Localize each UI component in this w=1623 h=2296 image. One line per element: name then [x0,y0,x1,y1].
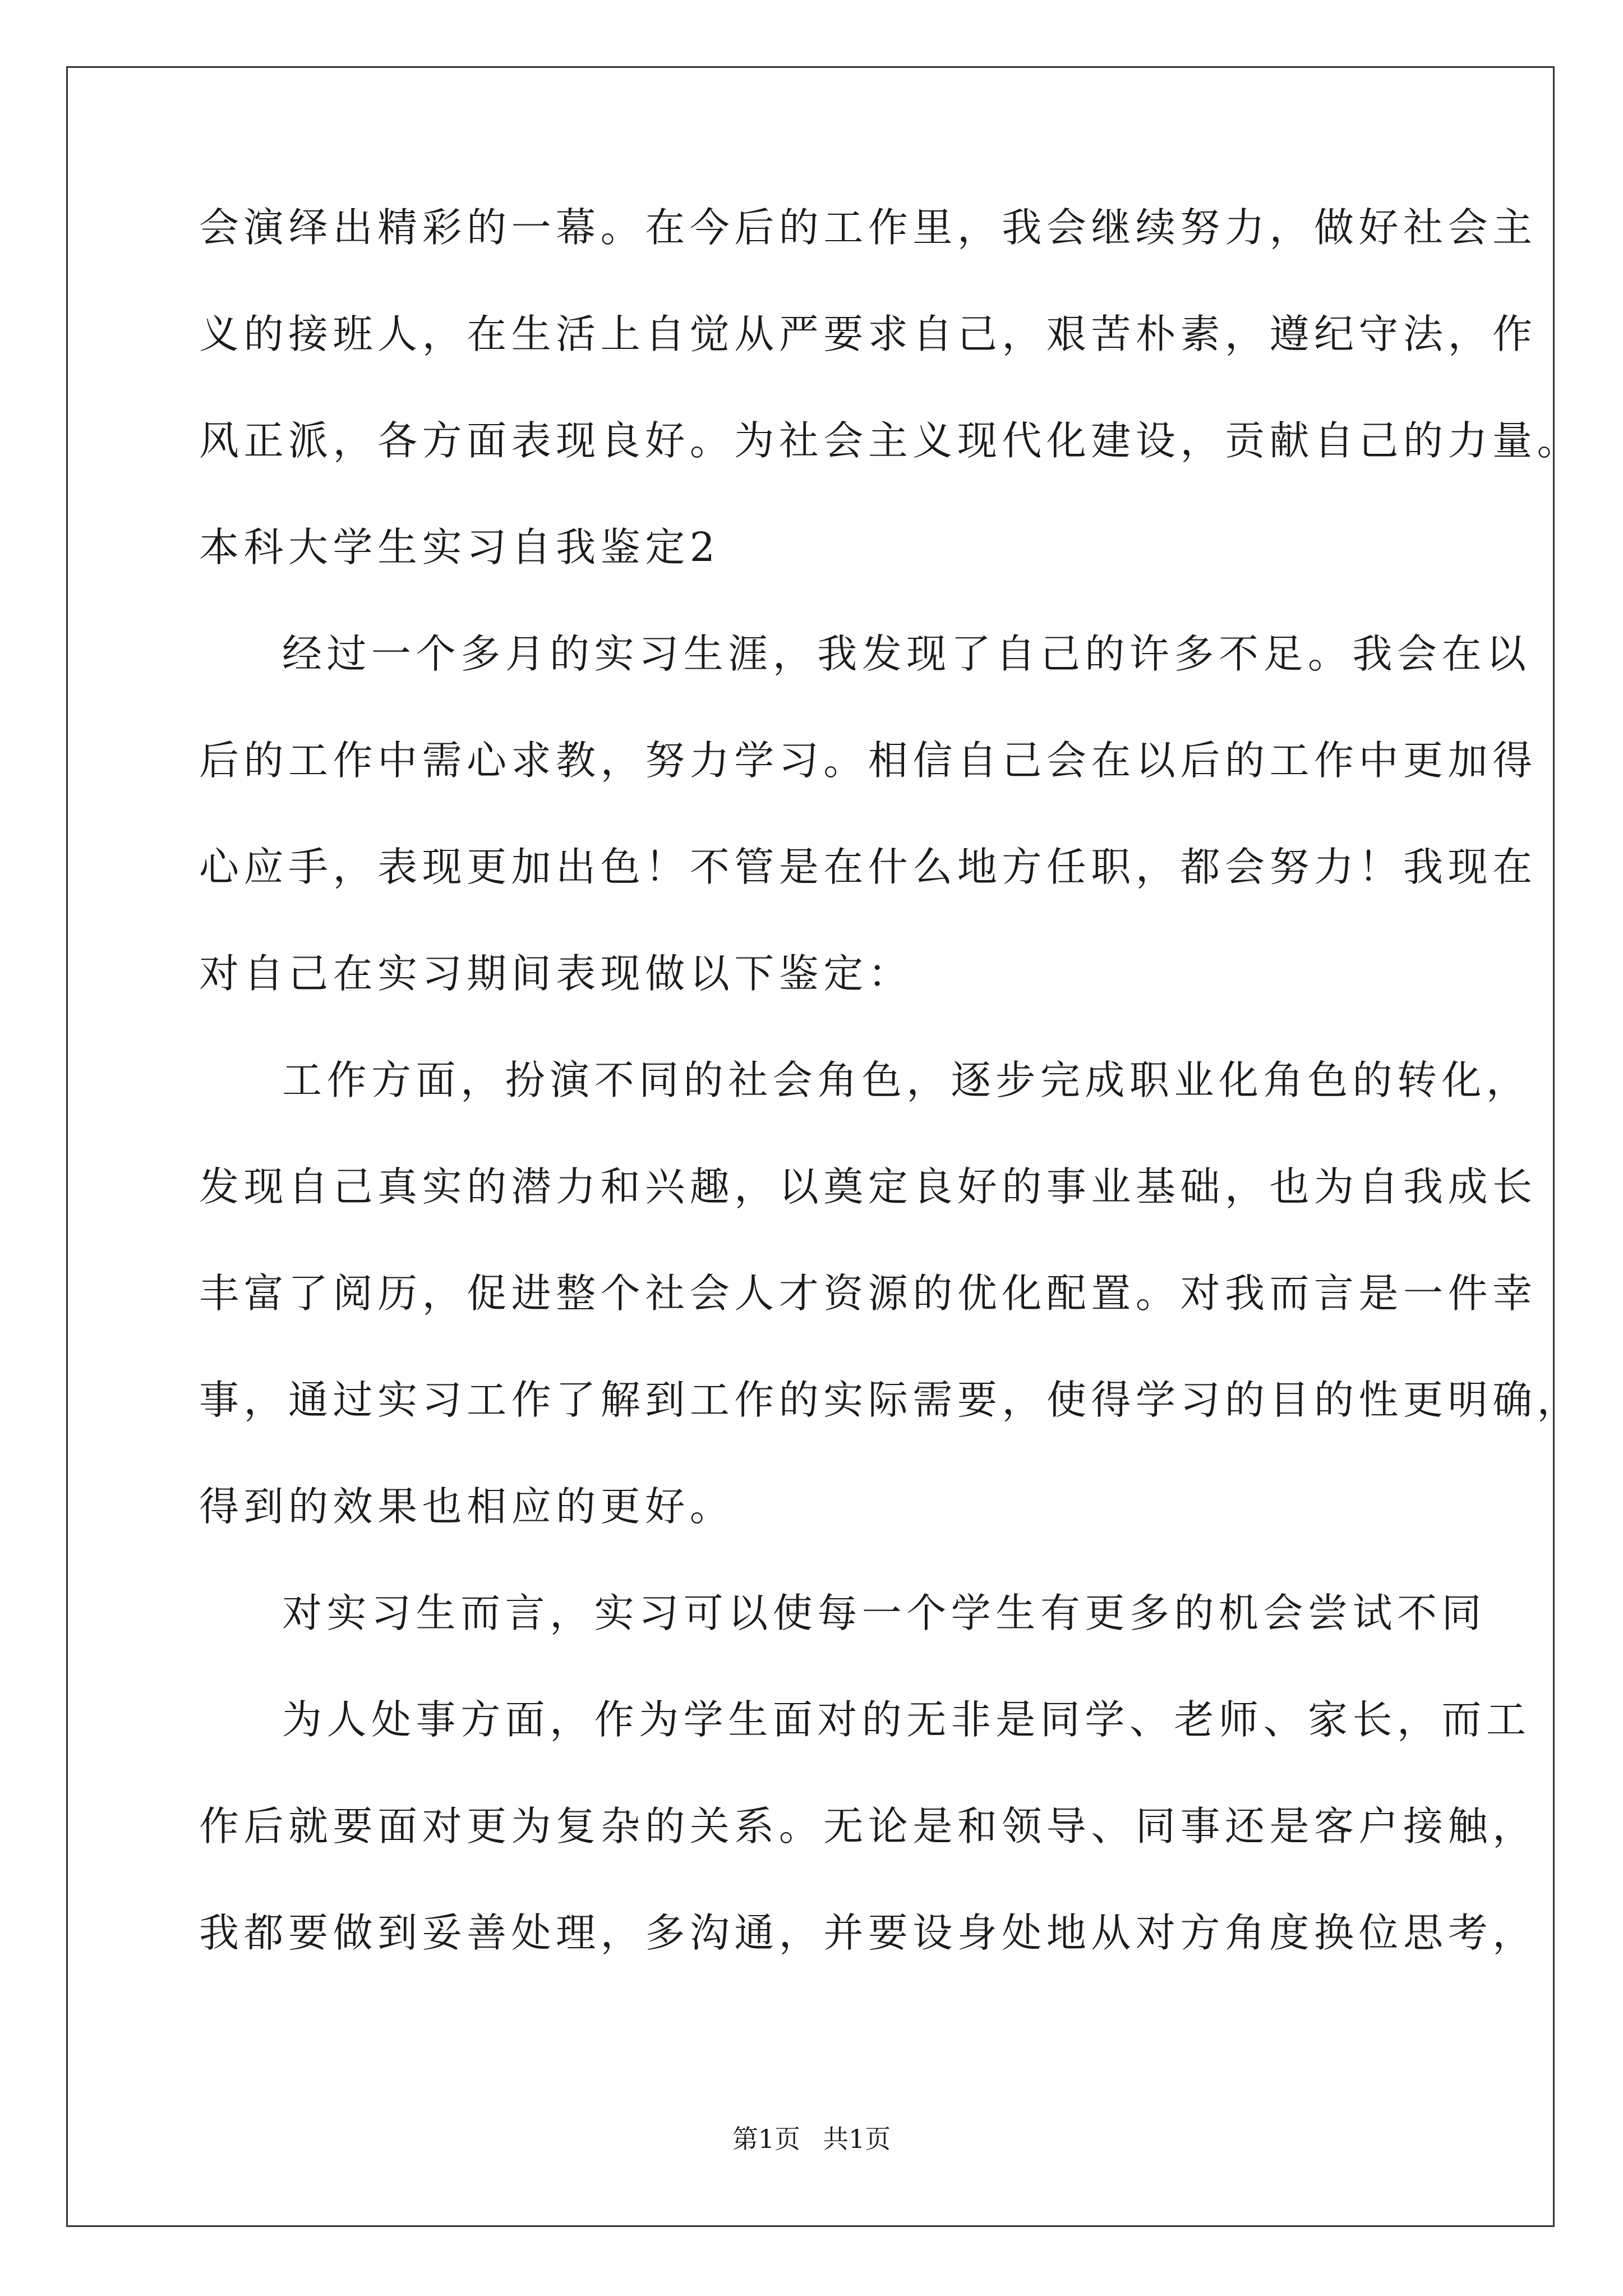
text-line: 对实习生而言，实习可以使每一个学生有更多的机会尝试不同 [282,1590,1487,1636]
text-line: 发现自己真实的潜力和兴趣，以奠定良好的事业基础，也为自我成长 [199,1163,1537,1210]
text-line: 丰富了阅历，促进整个社会人才资源的优化配置。对我而言是一件幸 [199,1270,1537,1317]
text-line: 义的接班人，在生活上自觉从严要求自己，艰苦朴素，遵纪守法，作 [199,311,1537,357]
text-line: 我都要做到妥善处理，多沟通，并要设身处地从对方角度换位思考， [199,1910,1537,1956]
page-footer [0,2126,1623,2152]
text-line: 经过一个多月的实习生涯，我发现了自己的许多不足。我会在以 [282,631,1531,677]
text-line: 风正派，各方面表现良好。为社会主义现代化建设，贡献自己的力量。 [199,417,1582,464]
page-number: 第1页 [732,2124,800,2154]
text-line: 后的工作中需心求教，努力学习。相信自己会在以后的工作中更加得 [199,737,1537,784]
text-line: 会演绎出精彩的一幕。在今后的工作里，我会继续努力，做好社会主 [199,204,1537,251]
text-line: 心应手，表现更加出色！不管是在什么地方任职，都会努力！我现在 [199,844,1537,890]
text-line: 作后就要面对更为复杂的关系。无论是和领导、同事还是客户接触， [199,1803,1537,1849]
document-body [199,204,1582,2019]
text-line: 事，通过实习工作了解到工作的实际需要，使得学习的目的性更明确， [199,1377,1582,1423]
text-line: 得到的效果也相应的更好。 [199,1483,735,1530]
section-heading: 本科大学生实习自我鉴定2 [199,524,720,570]
text-line: 工作方面，扮演不同的社会角色，逐步完成职业化角色的转化， [282,1057,1531,1103]
text-line: 为人处事方面，作为学生面对的无非是同学、老师、家长，而工 [282,1696,1531,1743]
text-line: 对自己在实习期间表现做以下鉴定： [199,950,913,997]
page-total: 共1页 [823,2124,891,2154]
